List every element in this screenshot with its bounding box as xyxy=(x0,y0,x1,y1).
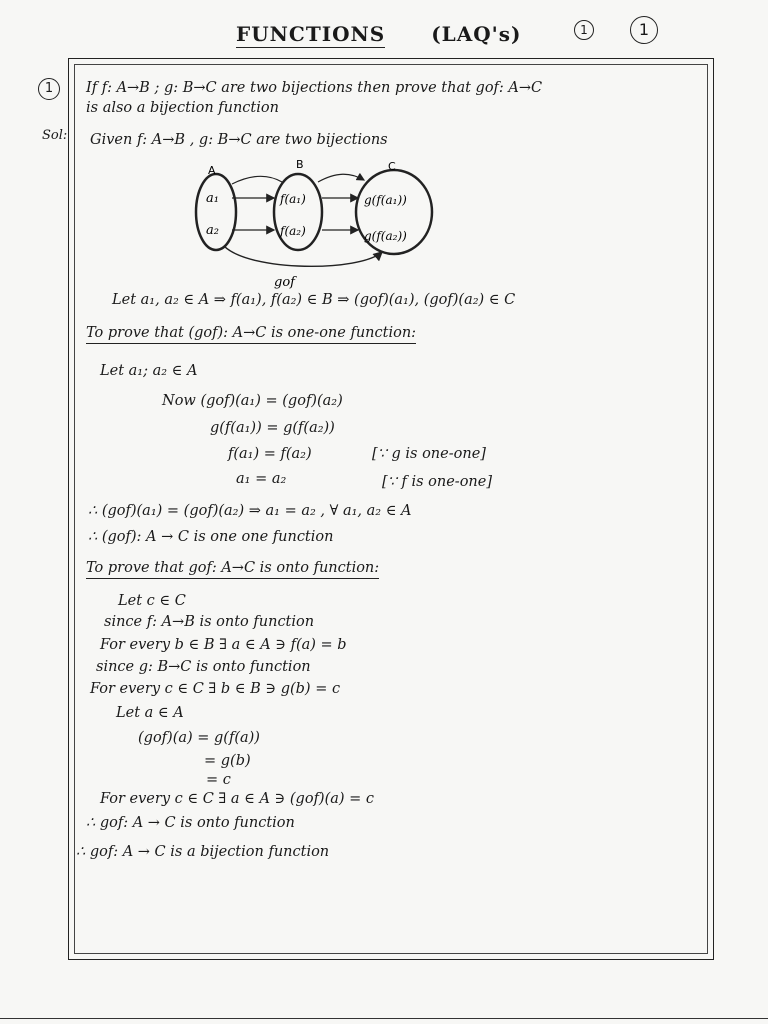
set-b-oval xyxy=(274,174,322,250)
oo-reason-2: [∵ f is one-one] xyxy=(382,474,493,490)
onto-line-5: For every c ∈ C ∃ b ∈ B ∋ g(b) = c xyxy=(90,681,341,697)
question-line-2: is also a bijection function xyxy=(86,100,279,116)
curve-top-g xyxy=(318,174,364,182)
element-a2: a₂ xyxy=(206,223,219,238)
onto-line-6: Let a ∈ A xyxy=(116,705,184,721)
element-fa1: f(a₁) xyxy=(280,192,306,206)
set-c-label: C xyxy=(388,160,396,173)
let-line: Let a₁, a₂ ∈ A ⇒ f(a₁), f(a₂) ∈ B ⇒ (gof)(a₁), (gof)(a₂) ∈ C xyxy=(112,292,516,308)
subtitle-text: (LAQ's) xyxy=(431,22,522,46)
element-fa2: f(a₂) xyxy=(280,224,306,238)
one-one-heading-text: To prove that (gof): A→C is one-one function: xyxy=(86,325,416,344)
one-one-heading xyxy=(86,325,416,341)
onto-line-9: = c xyxy=(206,772,231,788)
oo-conclusion-1: ∴ (gof)(a₁) = (gof)(a₂) ⇒ a₁ = a₂ , ∀ a₁, a₂ ∈ A xyxy=(88,503,412,519)
set-b-label: B xyxy=(296,158,304,171)
oo-line-2: Now (gof)(a₁) = (gof)(a₂) xyxy=(162,393,343,409)
question-number: 1 xyxy=(38,78,60,100)
page-number-small: 1 xyxy=(574,20,594,40)
gof-label: gof xyxy=(274,275,295,290)
set-a-label: A xyxy=(208,164,216,177)
onto-line-7: (gof)(a) = g(f(a)) xyxy=(138,730,260,746)
oo-line-5: a₁ = a₂ xyxy=(236,471,287,487)
page-number-circled: 1 xyxy=(630,16,658,44)
oo-conclusion-2: ∴ (gof): A → C is one one function xyxy=(88,529,334,545)
element-a1: a₁ xyxy=(206,191,219,206)
onto-heading-text: To prove that gof: A→C is onto function: xyxy=(86,560,379,579)
oo-line-4: f(a₁) = f(a₂) xyxy=(228,446,312,462)
oo-line-3: g(f(a₁)) = g(f(a₂)) xyxy=(210,420,335,436)
page-bottom-edge xyxy=(0,1018,768,1019)
onto-line-8: = g(b) xyxy=(204,753,251,769)
given-line: Given f: A→B , g: B→C are two bijections xyxy=(90,132,388,148)
element-gfa2: g(f(a₂)) xyxy=(364,229,407,243)
curve-top-f xyxy=(232,176,282,184)
onto-line-12: ∴ gof: A → C is a bijection function xyxy=(76,844,330,860)
onto-line-1: Let c ∈ C xyxy=(118,593,186,609)
set-a-oval xyxy=(196,174,236,250)
element-gfa1: g(f(a₁)) xyxy=(364,193,407,207)
onto-line-4: since g: B→C is onto function xyxy=(96,659,311,675)
solution-label: Sol: xyxy=(42,128,68,143)
question-line-1: If f: A→B ; g: B→C are two bijections then prove that gof: A→C xyxy=(86,80,543,96)
oo-reason-1: [∵ g is one-one] xyxy=(372,446,486,462)
onto-line-2: since f: A→B is onto function xyxy=(104,614,315,630)
title-text: FUNCTIONS xyxy=(236,22,386,46)
onto-line-3: For every b ∈ B ∃ a ∈ A ∋ f(a) = b xyxy=(100,637,347,653)
onto-heading xyxy=(86,560,379,576)
oo-line-1: Let a₁; a₂ ∈ A xyxy=(100,363,198,379)
onto-line-10: For every c ∈ C ∃ a ∈ A ∋ (gof)(a) = c xyxy=(100,791,375,807)
onto-line-11: ∴ gof: A → C is onto function xyxy=(86,815,295,831)
